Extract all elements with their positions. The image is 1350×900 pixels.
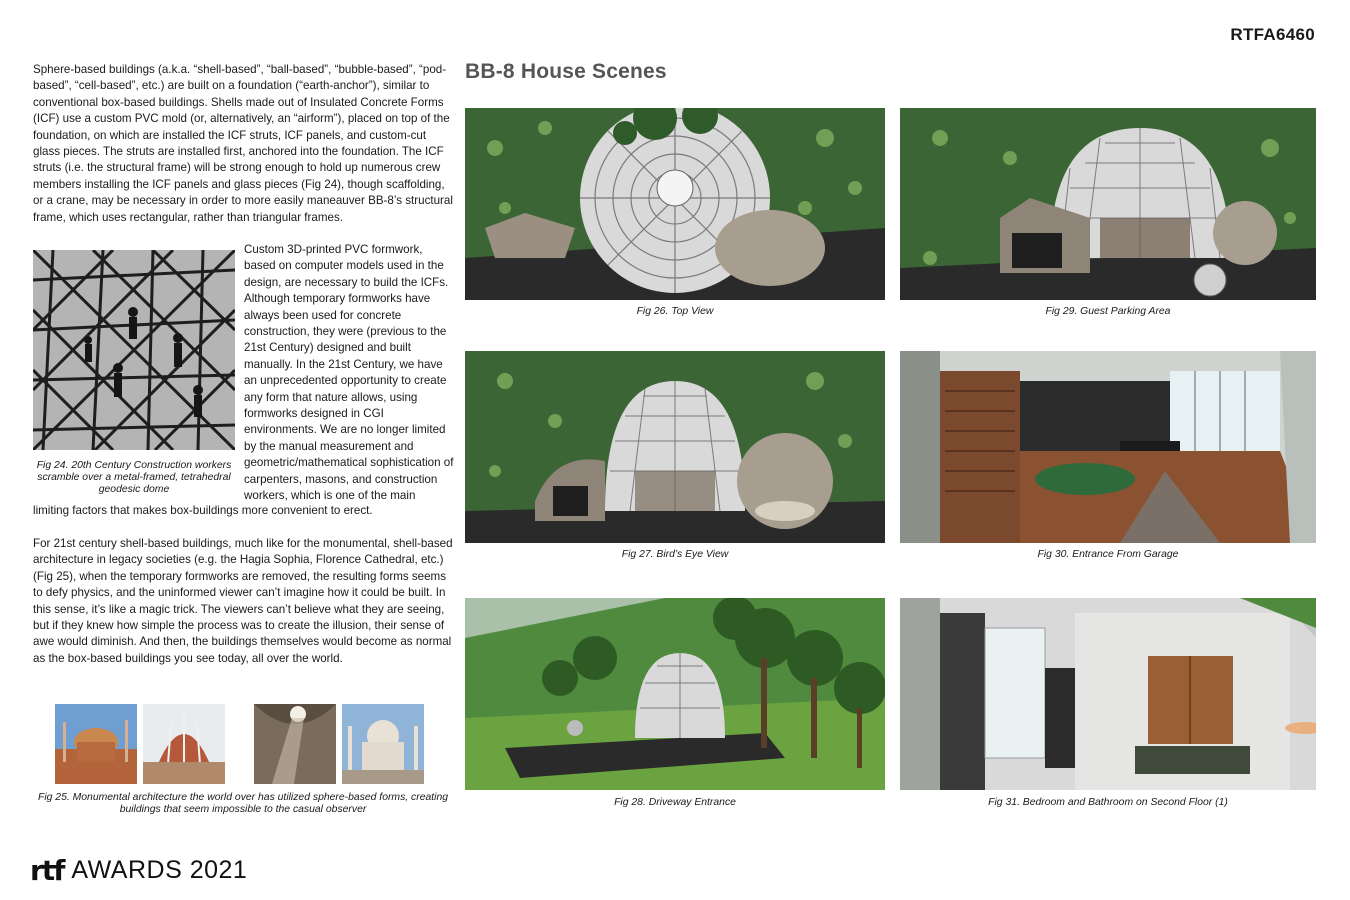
shell-paragraph: For 21st century shell-based buildings, much like for the monumental, shell-based architecture in legacy societies (e.g. the Hagia Sophia, Florence Cathedral, etc.) (Fig 25), when the temporary formworks are removed, the resulting forms seems to defy physics, and the uninformed viewer can’t imagine how it could be built. In this sense, it’s like a magic trick. The viewers can’t believe what they are seeing, but if they knew how simple the process was to create the illusion, their sense of awe would diminish. And then, the buildings themselves would become as normal as the box-based buildings you see today, all over the world. bbox=[33, 537, 453, 665]
awards-logo-text: AWARDS 2021 bbox=[71, 855, 248, 884]
fig27-caption: Fig 27. Bird’s Eye View bbox=[621, 549, 729, 560]
fig24-image bbox=[33, 250, 235, 450]
intro-paragraph: Sphere-based buildings (a.k.a. “shell-based”, “ball-based”, “bubble-based”, “pod-based”, “cell-based”, etc.) are built on a foundation (“earth-anchor”), similar to conventional box-based buildings. Shells made out of Insulated Concrete Forms (ICF) use a custom PVC mold (or, alternatively, an “airform”), placed on top of the foundation, on which are installed the ICF struts, ICF panels, and custom-cut glass pieces. The struts are installed first, anchored into the foundation. The ICF struts (i.e. the structural frame) will be strong enough to hold up numerous crew members installing the ICF panels and glass pieces (Fig 24), though scaffolding, or a crane, may be necessary in order to more easily maneauver BB-8’s structural frame, which uses rectangular, rather than triangular frames. bbox=[33, 63, 453, 224]
fig28-caption: Fig 28. Driveway Entrance bbox=[614, 797, 736, 808]
hagia-sophia-photo bbox=[55, 704, 137, 784]
section-title: BB-8 House Scenes bbox=[465, 60, 667, 83]
fig25-caption: Fig 25. Monumental architecture the world over has utilized sphere-based forms, creating buildings that seem impossible to the casual observer bbox=[37, 792, 449, 815]
fig24-caption: Fig 24. 20th Century Construction workers scramble over a metal-framed, tetrahedral geodesic dome bbox=[36, 460, 232, 495]
awards-logo bbox=[30, 855, 247, 885]
fig26-caption: Fig 26. Top View bbox=[636, 306, 714, 317]
fig30-entrance-garage-render bbox=[900, 351, 1316, 543]
fig31-bedroom-bathroom-render bbox=[900, 598, 1316, 790]
project-code: RTFA6460 bbox=[1230, 25, 1315, 44]
fig26-top-view-render bbox=[465, 108, 885, 300]
fig27-birds-eye-render bbox=[465, 351, 885, 543]
florence-cathedral-photo bbox=[143, 704, 225, 784]
fig28-driveway-render bbox=[465, 598, 885, 790]
formwork-paragraph: Custom 3D-printed PVC formwork, based on computer models used in the design, are necessary to build the ICFs. Although temporary formworks have always been used for concrete construction, they were (previous to the 21st Century) designed and built manually. In the 21st Century, we have an unprecedented opportunity to create any form that nature allows, using formworks designed in CGI environments. We are no longer limited by the manual measurement and geometric/mathematical sophistication of carpenters, masons, and construction workers, which is one of the main bbox=[244, 243, 454, 503]
taj-mahal-photo bbox=[342, 704, 424, 784]
fig31-caption: Fig 31. Bedroom and Bathroom on Second Floor (1) bbox=[988, 797, 1228, 808]
pantheon-photo bbox=[254, 704, 336, 784]
fig30-caption: Fig 30. Entrance From Garage bbox=[1037, 549, 1179, 560]
fig29-guest-parking-render bbox=[900, 108, 1316, 300]
formwork-paragraph-end: limiting factors that makes box-buildings more convenient to erect. bbox=[33, 504, 373, 517]
rtf-logo-mark: rtf bbox=[30, 853, 64, 887]
fig29-caption: Fig 29. Guest Parking Area bbox=[1045, 306, 1171, 317]
